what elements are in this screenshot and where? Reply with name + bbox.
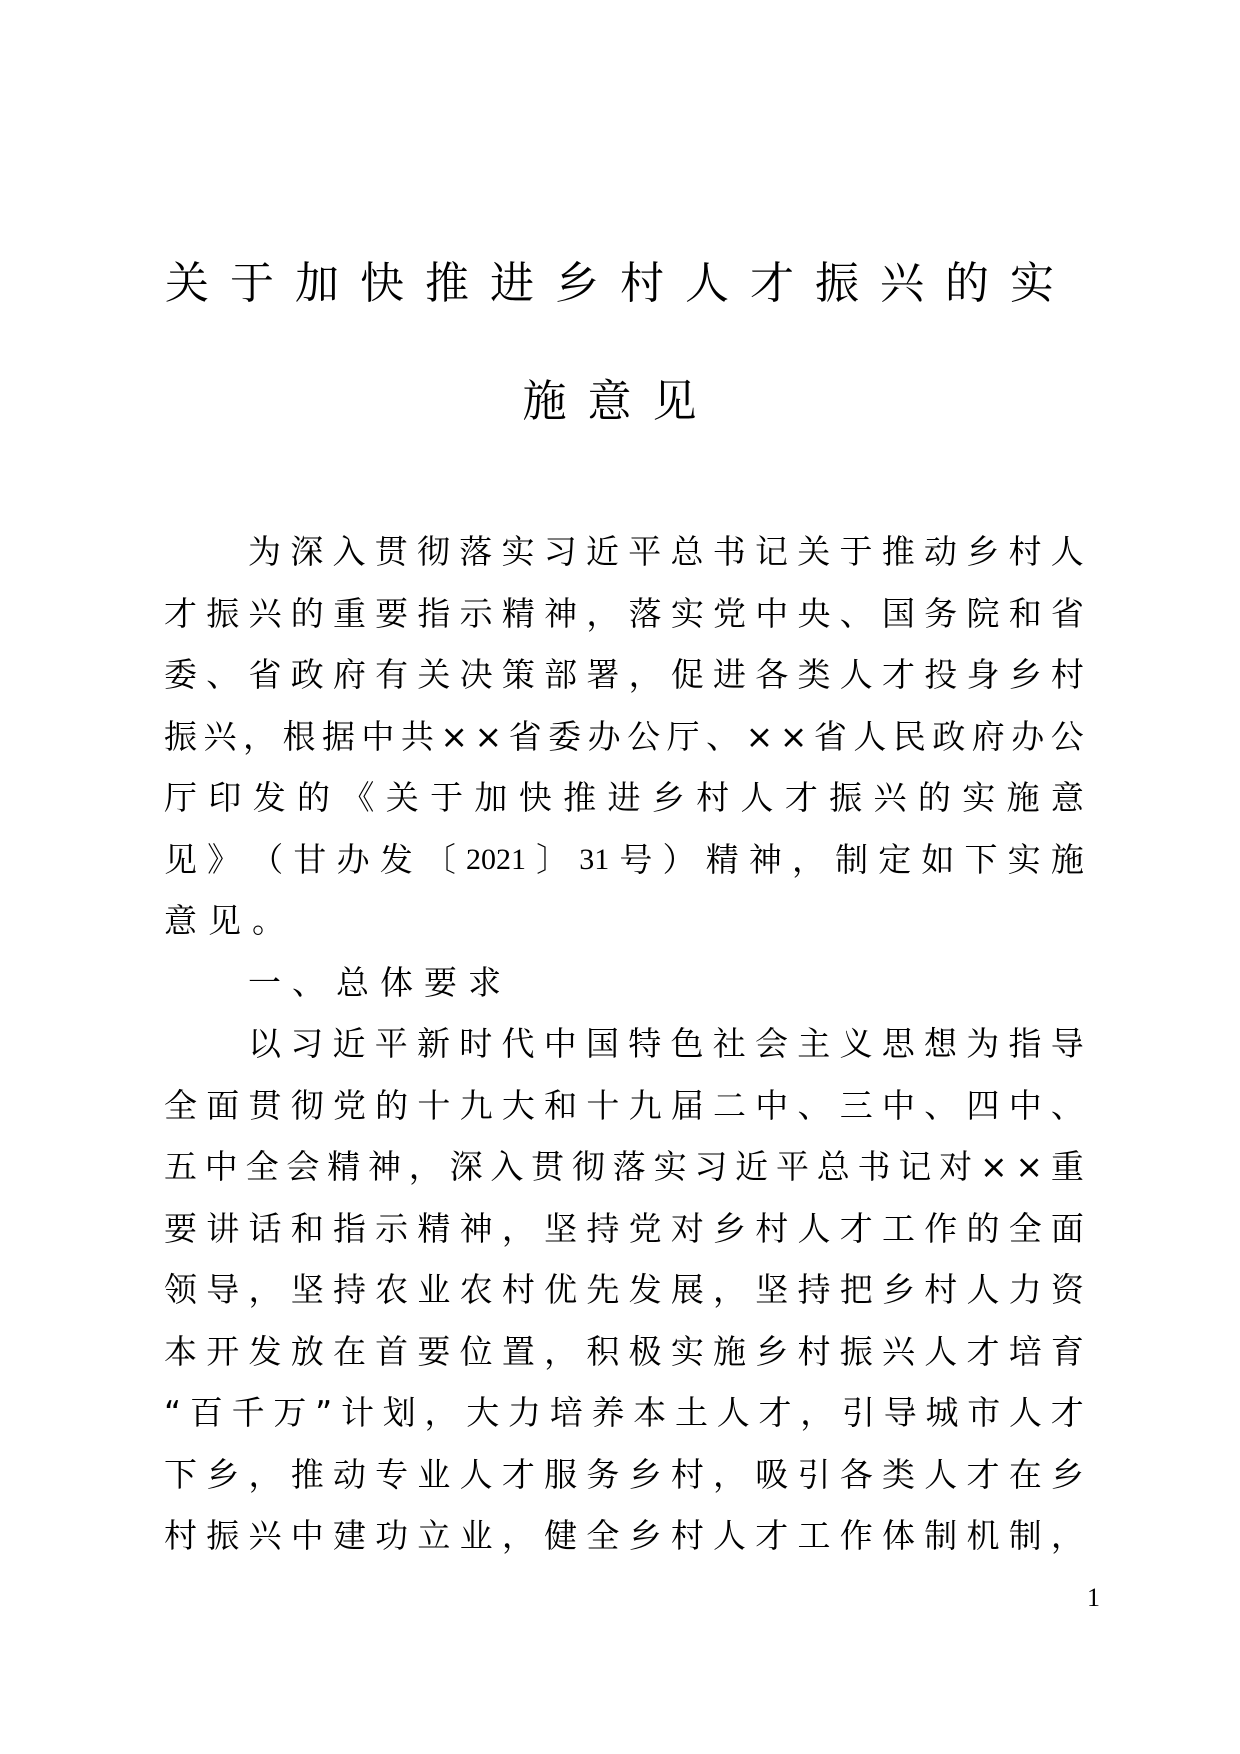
text-line: 才 振 兴 的 重 要 指 示 精 神 ， 落 实 党 中 央 、 国 务 院 和 省 (164, 593, 1084, 633)
text-line: 本 开 发 放 在 首 要 位 置 ， 积 极 实 施 乡 村 振 兴 人 才 培 育 (164, 1331, 1084, 1371)
text-line: “ 百 千 万 ” 计 划 ， 大 力 培 养 本 土 人 才 ， 引 导 城 市 人 才 (164, 1393, 1084, 1432)
document-body (164, 521, 1084, 1567)
page-number: 1 (1087, 1583, 1100, 1612)
text-line: 振 兴 ， 根 据 中 共 × × 省 委 办 公 厅 、 × × 省 人 民 政 府 办 公 (164, 716, 1084, 756)
document-title-line-2: 施意见 (522, 376, 718, 427)
text-line: 为 深 入 贯 彻 落 实 习 近 平 总 书 记 关 于 推 动 乡 村 人 (248, 532, 1084, 571)
text-line: 领 导 ， 坚 持 农 业 农 村 优 先 发 展 ， 坚 持 把 乡 村 人 力 资 (164, 1270, 1084, 1309)
text-line: 下 乡 ， 推 动 专 业 人 才 服 务 乡 村 ， 吸 引 各 类 人 才 在 乡 (164, 1454, 1084, 1494)
text-line: 见 》 （ 甘 办 发 〔 2021 〕 31 号 ） 精 神 ， 制 定 如 下 实 施 (164, 839, 1084, 879)
text-line: 全 面 贯 彻 党 的 十 九 大 和 十 九 届 二 中 、 三 中 、 四 中 、 (164, 1085, 1084, 1125)
text-line: 五 中 全 会 精 神 ， 深 入 贯 彻 落 实 习 近 平 总 书 记 对 × × 重 (164, 1147, 1084, 1186)
section-heading: 一、总体要求 (248, 962, 512, 1002)
text-line: 委 、 省 政 府 有 关 决 策 部 署 ， 促 进 各 类 人 才 投 身 乡 村 (164, 655, 1084, 694)
text-line: 村 振 兴 中 建 功 立 业 ， 健 全 乡 村 人 才 工 作 体 制 机 制 ， (164, 1516, 1084, 1555)
text-line: 意见。 (164, 901, 296, 940)
text-line: 厅 印 发 的 《 关 于 加 快 推 进 乡 村 人 才 振 兴 的 实 施 意 (164, 778, 1084, 817)
text-line: 要 讲 话 和 指 示 精 神 ， 坚 持 党 对 乡 村 人 才 工 作 的 全 面 (164, 1208, 1084, 1248)
document-title-line-1: 关于加快推进乡村人才振兴的实 (165, 258, 1075, 309)
text-line: 以 习 近 平 新 时 代 中 国 特 色 社 会 主 义 思 想 为 指 导 (248, 1024, 1084, 1063)
